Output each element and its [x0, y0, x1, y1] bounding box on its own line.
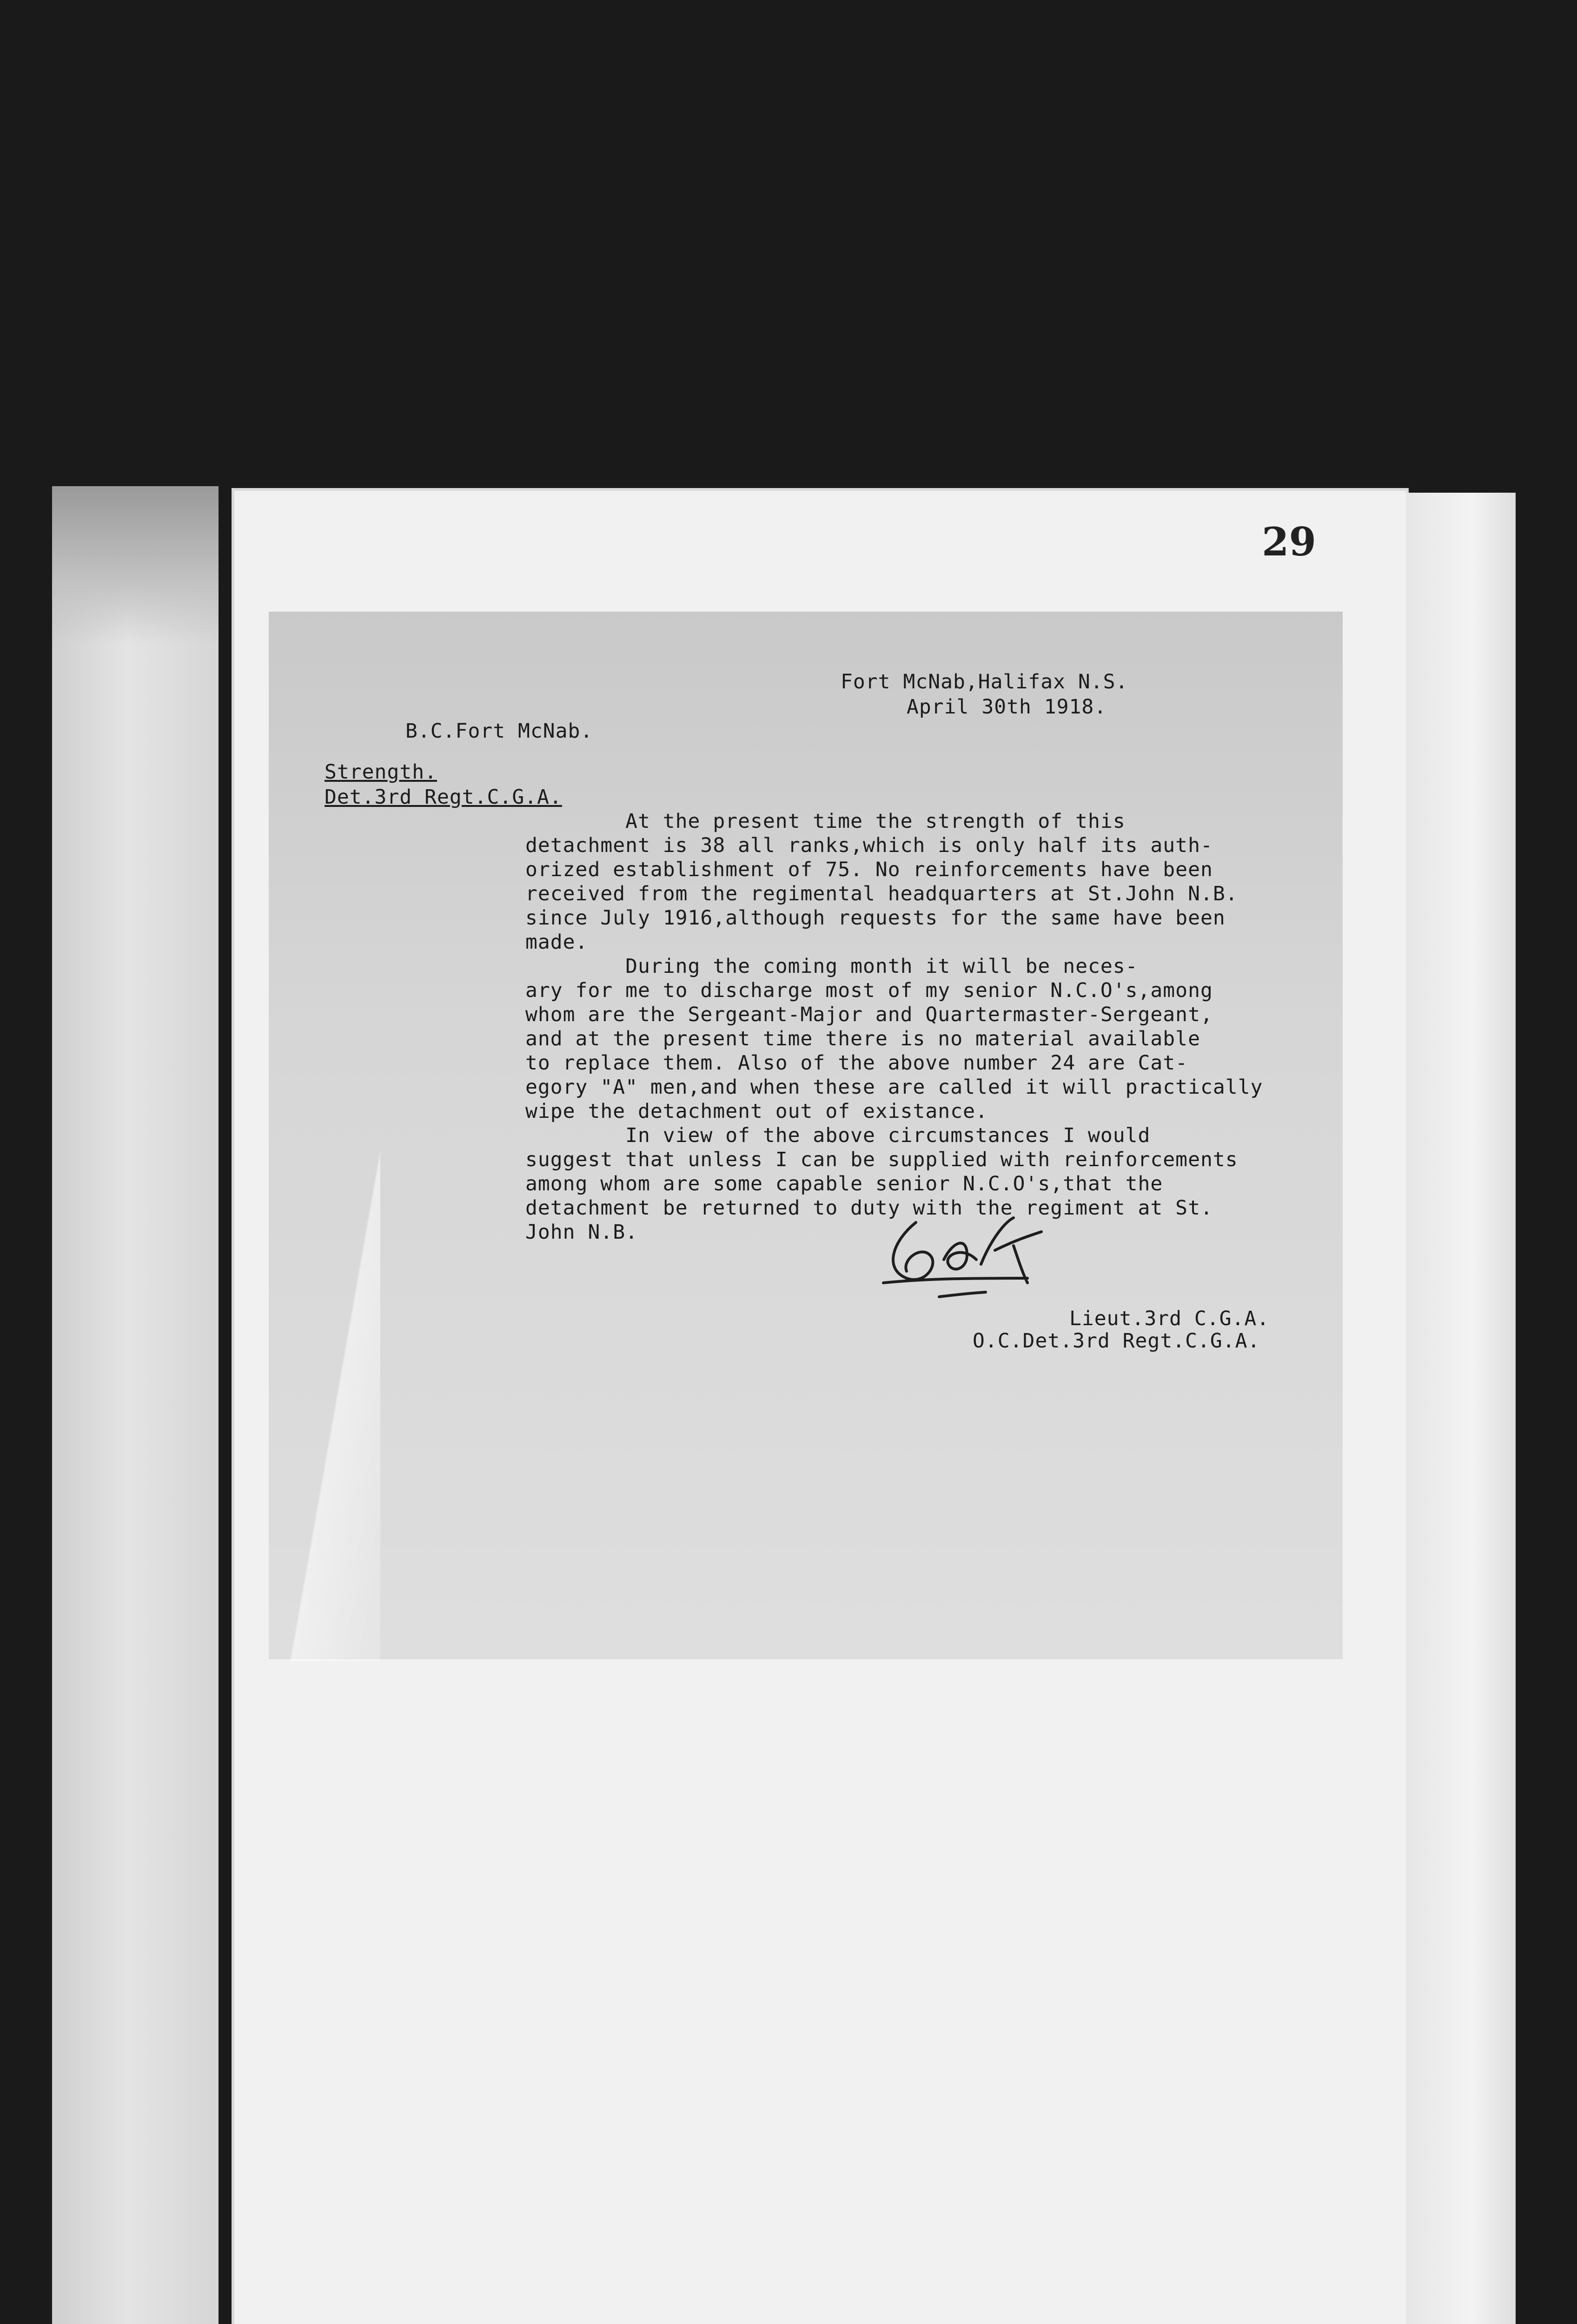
page-number: 29 [1262, 519, 1316, 565]
body-line: During the coming month it will be neces- [525, 955, 1138, 978]
subject: Strength. [325, 760, 437, 784]
letter-date: April 30th 1918. [907, 695, 1107, 719]
body-line: egory "A" men,and when these are called it will practically [525, 1076, 1263, 1099]
recipient: B.C.Fort McNab. [405, 720, 593, 743]
right-page-strip [1406, 493, 1516, 2324]
body-line: made. [525, 931, 588, 954]
left-page-strip [52, 486, 219, 2324]
paper-fold [269, 1004, 380, 1661]
body-line: orized establishment of 75. No reinforcements have been [525, 858, 1213, 881]
signature-rank: Lieut.3rd C.G.A. [1069, 1307, 1270, 1330]
body-line: detachment is 38 all ranks,which is only half its auth- [525, 834, 1213, 857]
body-line: since July 1916,although requests for the same have been [525, 906, 1226, 930]
body-line: detachment be returned to duty with the regiment at St. [525, 1196, 1213, 1220]
handwritten-signature [874, 1190, 1088, 1311]
body-line: among whom are some capable senior N.C.O's,that the [525, 1172, 1163, 1195]
body-line: whom are the Sergeant-Major and Quartermaster-Sergeant, [525, 1003, 1213, 1026]
body-line: In view of the above circumstances I would [525, 1124, 1151, 1147]
unit-reference: Det.3rd Regt.C.G.A. [325, 786, 562, 809]
signature-unit: O.C.Det.3rd Regt.C.G.A. [973, 1329, 1260, 1353]
body-line: ary for me to discharge most of my senior N.C.O's,among [525, 979, 1213, 1002]
body-line: to replace them. Also of the above number 24 are Cat- [525, 1051, 1188, 1075]
sender-address: Fort McNab,Halifax N.S. [841, 670, 1128, 693]
body-line: At the present time the strength of this [525, 810, 1126, 833]
body-line: and at the present time there is no material available [525, 1027, 1200, 1050]
body-line: suggest that unless I can be supplied with reinforcements [525, 1148, 1238, 1171]
body-line: wipe the detachment out of existance. [525, 1100, 988, 1123]
body-line: John N.B. [525, 1221, 638, 1244]
body-line: received from the regimental headquarters at St.John N.B. [525, 882, 1238, 905]
